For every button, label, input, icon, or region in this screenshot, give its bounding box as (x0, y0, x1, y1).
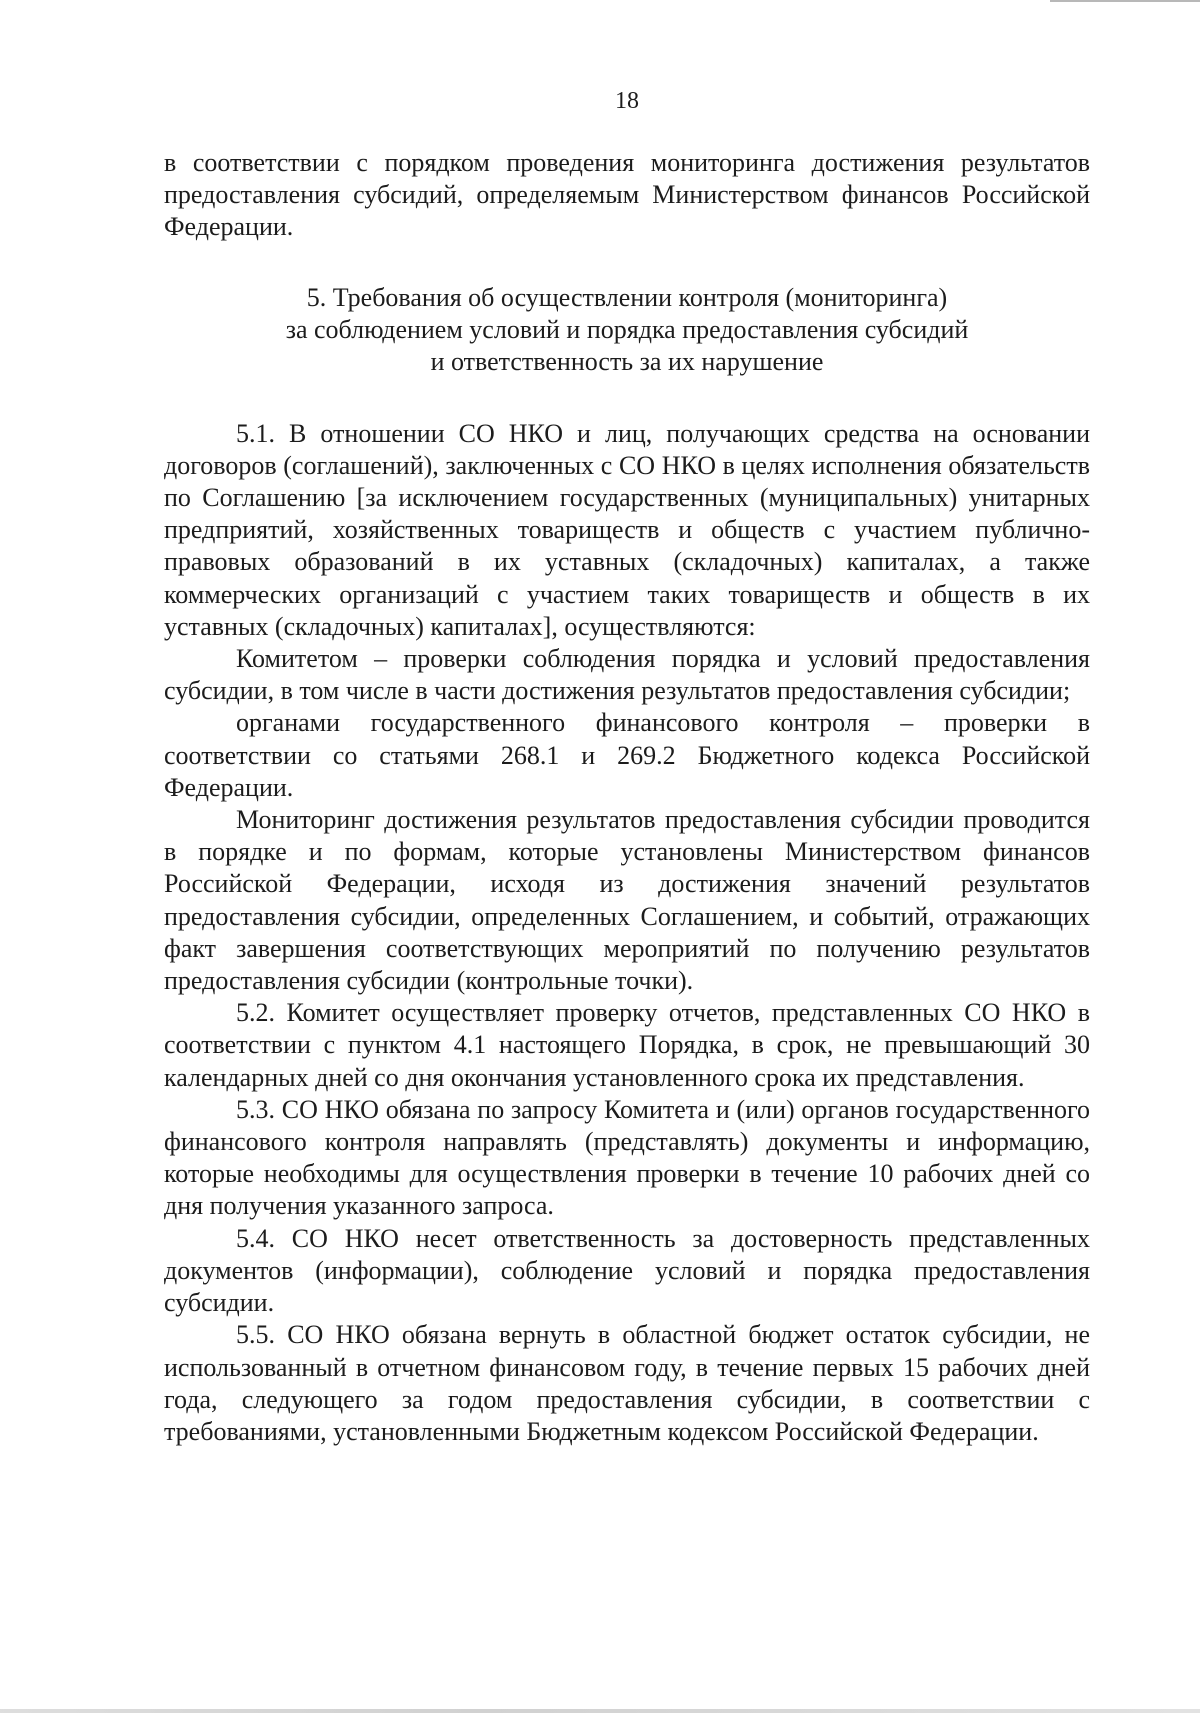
section-heading-line: за соблюдением условий и порядка предоставления субсидий (285, 314, 969, 344)
section-heading-line: и ответственность за их нарушение (430, 346, 824, 376)
paragraph-5-3: 5.3. СО НКО обязана по запросу Комитета и (или) органов государственного финансового контроля направлять (представлять) документы и информацию, которые необходимы для осуществления проверки в течение 10 рабочих дней со дня получения указанного запроса. (164, 1094, 1090, 1221)
paragraph-5-5: 5.5. СО НКО обязана вернуть в областной бюджет остаток субсидии, не использованный в отчетном финансовом году, в течение первых 15 рабочих дней года, следующего за годом предоставления субсидии, в соответствии с требованиями, установленными Бюджетным кодексом Российской Федерации. (164, 1320, 1090, 1446)
page-number: 18 (615, 88, 639, 114)
paragraph-monitoring: Мониторинг достижения результатов предоставления субсидии проводится в порядке и по формам, которые установлены Министерством финансов Российской Федерации, исходя из достижения значений результатов предоставления субсидии, определенных Соглашением, и событий, отражающих факт завершения соответствующих мероприятий по получению результатов предоставления субсидии (контрольные точки). (164, 805, 1090, 996)
intro-paragraph: в соответствии с порядком проведения мониторинга достижения результатов предоставления субсидий, определяемым Министерством финансов Российской Федерации. (164, 148, 1090, 242)
document-body (164, 147, 1090, 1448)
paragraph-5-1: 5.1. В отношении СО НКО и лиц, получающих средства на основании договоров (соглашений), заключенных с СО НКО в целях исполнения обязательств по Соглашению [за исключением государственных (муниципальных) унитарных предприятий, хозяйственных товариществ и обществ с участием публично-правовых образований в их уставных (складочных) капиталах, а также коммерческих организаций с участием таких товариществ и обществ в их уставных (складочных) капиталах], осуществляются: (164, 418, 1090, 641)
section-heading-line: 5. Требования об осуществлении контроля (мониторинга) (306, 282, 948, 312)
paragraph-5-4: 5.4. СО НКО несет ответственность за достоверность представленных документов (информации), соблюдение условий и порядка предоставления субсидии. (164, 1223, 1090, 1318)
scan-edge-bottom (0, 1709, 1200, 1713)
section-heading (164, 282, 1090, 378)
paragraph-state-control-checks: органами государственного финансового контроля – проверки в соответствии со статьями 268.1 и 269.2 Бюджетного кодекса Российской Федерации. (164, 708, 1090, 802)
paragraph-5-2: 5.2. Комитет осуществляет проверку отчетов, представленных СО НКО в соответствии с пунктом 4.1 настоящего Порядка, в срок, не превышающий 30 календарных дней со дня окончания установленного срока их представления. (164, 998, 1090, 1092)
scan-edge-top (1050, 0, 1200, 2)
paragraph-committee-checks: Комитетом – проверки соблюдения порядка и условий предоставления субсидии, в том числе в части достижения результатов предоставления субсидии; (164, 644, 1090, 706)
